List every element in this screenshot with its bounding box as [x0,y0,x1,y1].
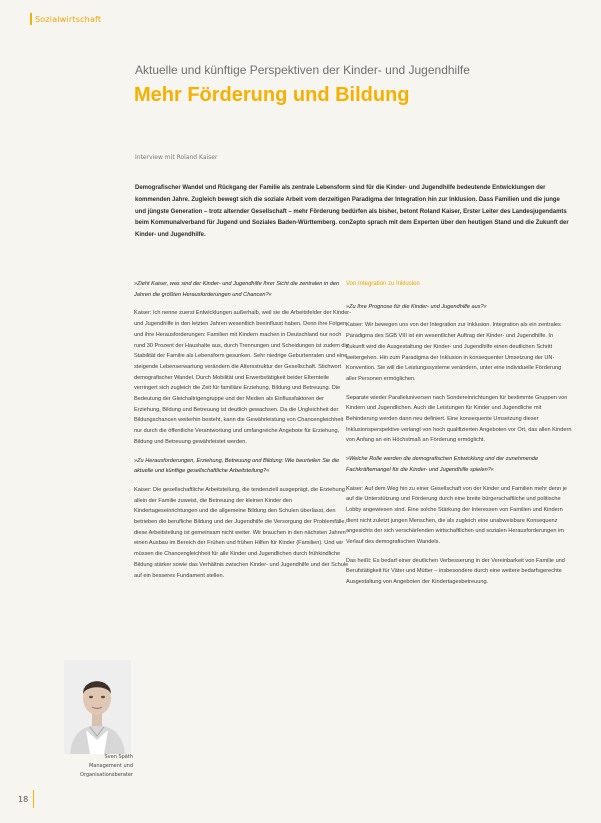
section-label: Sozialwirtschaft [35,15,102,24]
article-title: Mehr Förderung und Bildung [134,84,410,106]
portrait-photo [64,660,131,754]
left-column [134,279,352,589]
interview-question: »Zu Herausforderungen, Erziehung, Betreuung und Bildung: Wie beurteilen Sie die aktuelle und künftige gesellschaftliche Arbeitsteilung?« [134,457,340,475]
interview-answer: Kaiser: Ich nenne zuerst Entwicklungen außerhalb, weil sie die Arbeitsfelder der Kinder- und Jugendhilfe in den letzten Jahren wesentlich beeinflusst haben. Denn ihre Folgen und ihre Herausforderungen: Familien mit Kindern machen in Deutschland nur noch rund 30 Prozent der Haushalte aus, durch Trennungen und Scheidungen ist zudem die Stabilität der Familie als Lebensform gesunken. Sehr niedrige Geburtenraten und eine steigende Lebenserwartung verändern die Altersstruktur der Gesellschaft. Stichwort demografischer Wandel. Durch Mobilität und Erwerbstätigkeit beider Elternteile verringert sich zugleich die Zeit für familiäre Erziehung, Bildung und Betreuung. Die Bedeutung der Gleichaltrigengruppe und der Medien als Einflussfaktoren der Erziehung, Bildung und Betreuung ist deutlich gewachsen. Da die Ungleichheit der Bildungschancen weiterhin besteht, kann die Gewährleistung von Chancengleichheit nur durch die öffentliche Verantwortung und umfangreiche Angebote für Erziehung, Bildung und Betreuung gewährleistet werden. [134,310,352,445]
interview-question: »Zu Ihre Prognose für die Kinder- und Jugendhilfe aus?« [346,303,487,310]
interview-question: »Welche Rolle werden die demografischen Entwicklung und der zunehmende Fachkräftemangel für die Kinder- und Jugendhilfe spielen?« [346,456,539,473]
intro-text: Demografischer Wandel und Rückgang der Familie als zentrale Lebensform sind für die Kinder- und Jugendhilfe bedeutende Entwicklungen der kommenden Jahre. Zugleich bewegt sich die soziale Arbeit vom derzeitigen Paradigma der Integration hin zur Inklusion. Dass Familien und die junge und jüngste Generation – trotz alternder Gesellschaft – mehr Förderung bedürfen als bisher, betont Roland Kaiser, Erster Leiter des Landesjugendamts beim Kommunalverband für Jugend und Soziales Baden-Württemberg. conZepto sprach mit dem Experten über den heutigen Stand und die Zukunft der Kinder- und Jugendhilfe. [135,185,569,239]
caption-name: Sven Späth [104,754,133,760]
section-subhead: Von Integration zu Inklusion [346,281,420,287]
page-number-bar [33,790,34,808]
interview-answer: Das heißt: Es bedarf einer deutlichen Verbesserung in der Vereinbarkeit von Familie und Berufstätigkeit für Väter und Mütter – insbesondere durch eine weitere bedarfsgerechte Ausgestaltung von Angeboten der Kindertagesbetreuung. [346,557,565,586]
interview-answer: Kaiser: Die gesellschaftliche Arbeitsteilung, die tendenziell ausgeprägt, die Erziehung allein der Familie zuweist, die Betreuung der kleinen Kinder den Kindertageseinrichtungen und die allgemeine Bildung den Schulen überlässt, den betrieben die berufliche Bildung und der Jugendhilfe die Versorgung der Problemfälle, diese Arbeitsteilung ist gemeinsam nicht weiter. Wir brauchen in den nächsten Jahren einen Ausbau im Bereich der Frühen und frühen Hilfen für Kinder (Familien). Und wir müssen die Chancengleichheit für alle Kinder und Jugendlichen durch frühkindliche Bildung stärker sowie das Verhältnis zwischen Kinder- und Jugendhilfe und der Schule auf ein besseres Fundament stellen. [134,486,349,579]
photo-caption [58,753,133,780]
right-column [346,279,572,596]
caption-role: Management und Organisationsberater [79,763,133,778]
section-accent-bar [30,13,32,25]
portrait-illustration [64,660,131,754]
article-intro [135,183,572,242]
interview-answer: Separate wieder Paralleluniversen nach Sondereinrichtungen für bestimmte Gruppen von Kindern und Jugendlichen. Auch die Leistungen für Kinder und Jugendliche mit Behinderung werden dann neu definiert. Eine konsequente Umsetzung dieser Inklusionsperspektive verlangt von hoch qualifizierten Angeboten vor Ort, das allen Kindern von Anfang an ein Höchstmaß an Förderung ermöglicht. [346,394,572,444]
article-kicker: Aktuelle und künftige Perspektiven der Kinder- und Jugendhilfe [135,63,470,77]
interview-question: »Zieht Kaiser, was sind der Kinder- und Jugendhilfe Ihrer Sicht die zentralen in den Jahren die größten Herausforderungen und Chancen?« [134,281,340,298]
interview-answer: Kaiser: Auf dem Weg hin zu einer Gesellschaft von der Kinder und Familien mehr denn je auf die Unterstützung und Förderung durch eine breite bürgerschaftliche und politische Lobby angewiesen sind. Eine solche Stärkung der Interessen von Familien und Kindern dient nicht zuletzt jungen Menschen, die als zugleich eine unabweisbare Konsequenz angesichts der sich verschärfenden wirtschaftlichen und sozialen Herausforderungen im Verlauf des demografischen Wandels. [346,485,567,546]
page-number: 18 [18,795,29,804]
article-byline: Interview mit Roland Kaiser [135,154,218,161]
interview-answer: Kaiser: Wir bewegen uns von der Integration zur Inklusion. Integration als ein zentrales Paradigma des SGB VIII ist ein wesentlicher Auftrag der Kinder- und Jugendhilfe. In Zukunft wird die Ausgestaltung der Kinder- und Jugendhilfe einen deutlichen Schritt weitergehen. Hin zum Paradigma der Inklusion in konsequenter Umsetzung der UN-Konvention. Sie will die Leistungssysteme verändern, unter eine individuelle Förderung aller Personen ermöglichen. [346,322,562,382]
